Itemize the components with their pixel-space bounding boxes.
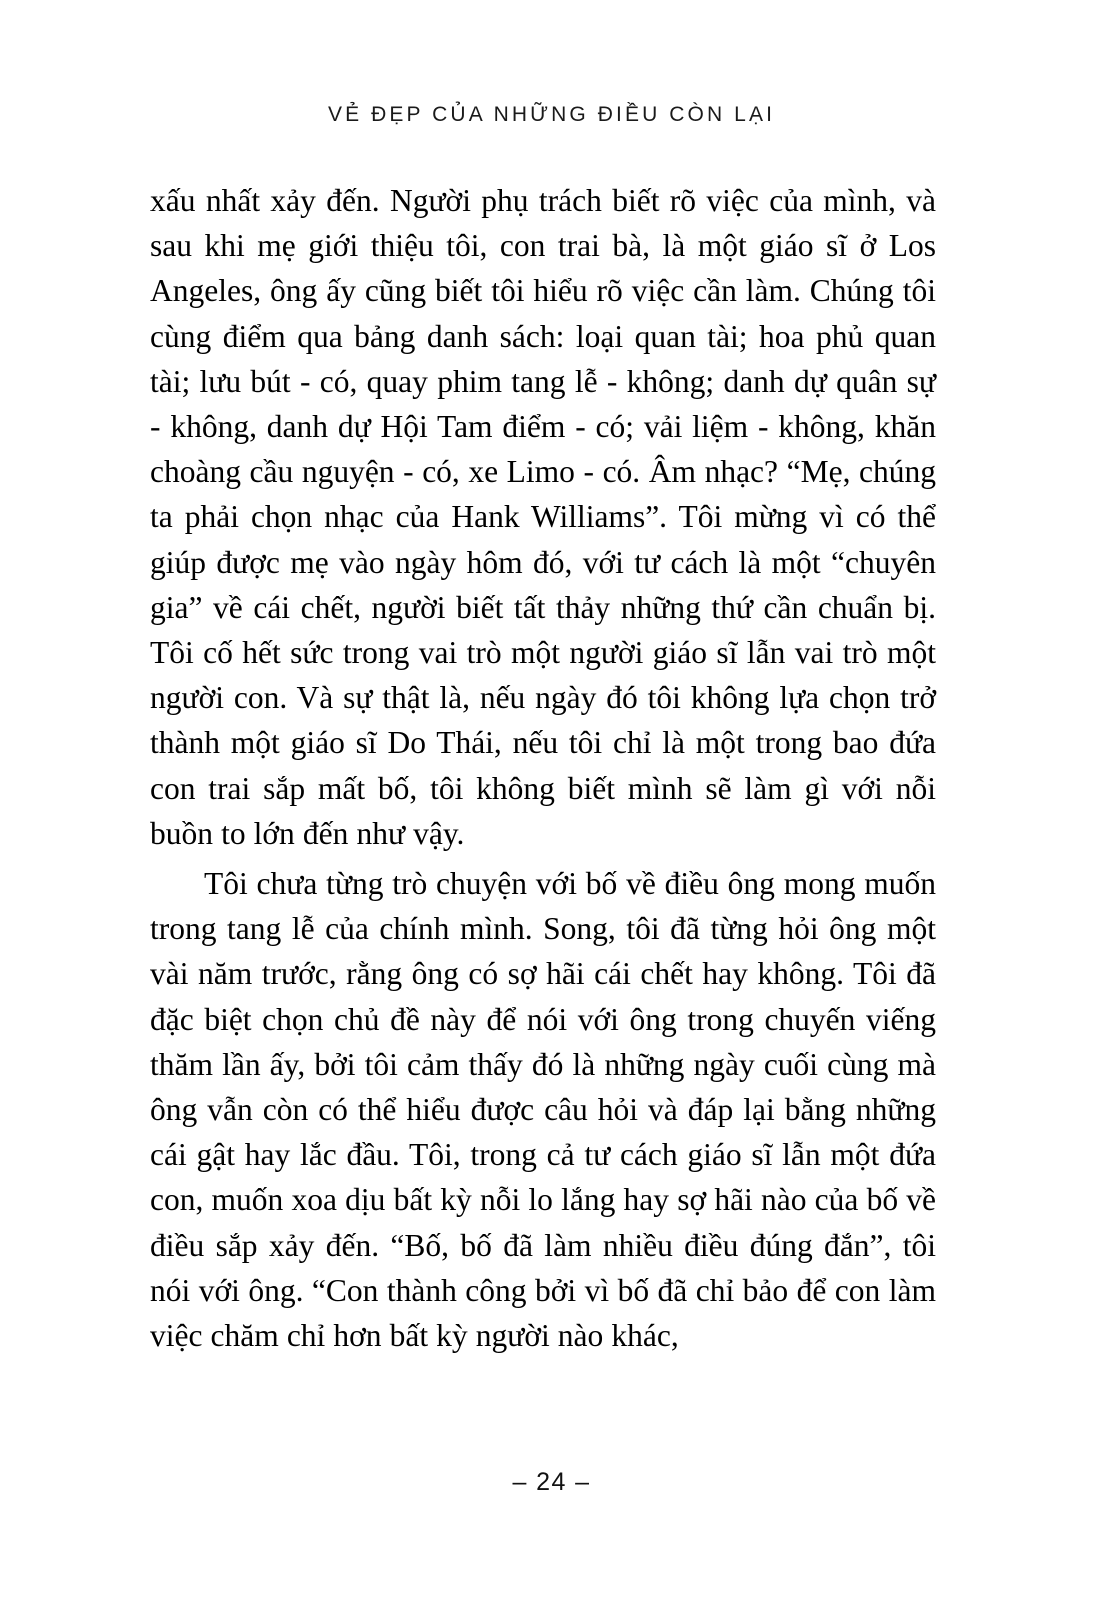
running-header: VẺ ĐẸP CỦA NHỮNG ĐIỀU CÒN LẠI (327, 103, 776, 126)
body-text-block (150, 178, 936, 1358)
page-number: – 24 – (512, 1468, 591, 1496)
body-paragraph: Tôi chưa từng trò chuyện với bố về điều ông mong muốn trong tang lễ của chính mình. Song, tôi đã từng hỏi ông một vài năm trước, rằng ông có sợ hãi cái chết hay không. Tôi đã đặc biệt chọn chủ đề này để nói với ông trong chuyến viếng thăm lần ấy, bởi tôi cảm thấy đó là những ngày cuối cùng mà ông vẫn còn có thể hiểu được câu hỏi và đáp lại bằng những cái gật hay lắc đầu. Tôi, trong cả tư cách giáo sĩ lẫn một đứa con, muốn xoa dịu bất kỳ nỗi lo lắng hay sợ hãi nào của bố về điều sắp xảy đến. “Bố, bố đã làm nhiều điều đúng đắn”, tôi nói với ông. “Con thành công bởi vì bố đã chỉ bảo để con làm việc chăm chỉ hơn bất kỳ người nào khác, (150, 866, 936, 1354)
body-paragraph: xấu nhất xảy đến. Người phụ trách biết rõ việc của mình, và sau khi mẹ giới thiệu tôi, con trai bà, là một giáo sĩ ở Los Angeles, ông ấy cũng biết tôi hiểu rõ việc cần làm. Chúng tôi cùng điểm qua bảng danh sách: loại quan tài; hoa phủ quan tài; lưu bút - có, quay phim tang lễ - không; danh dự quân sự - không, danh dự Hội Tam điểm - có; vải liệm - không, khăn choàng cầu nguyện - có, xe Limo - có. Âm nhạc? “Mẹ, chúng ta phải chọn nhạc của Hank Williams”. Tôi mừng vì có thể giúp được mẹ vào ngày hôm đó, với tư cách là một “chuyên gia” về cái chết, người biết tất thảy những thứ cần chuẩn bị. Tôi cố hết sức trong vai trò một người giáo sĩ lẫn vai trò một người con. Và sự thật là, nếu ngày đó tôi không lựa chọn trở thành một giáo sĩ Do Thái, nếu tôi chỉ là một trong bao đứa con trai sắp mất bố, tôi không biết mình sẽ làm gì với nỗi buồn to lớn đến như vậy. (150, 183, 936, 851)
